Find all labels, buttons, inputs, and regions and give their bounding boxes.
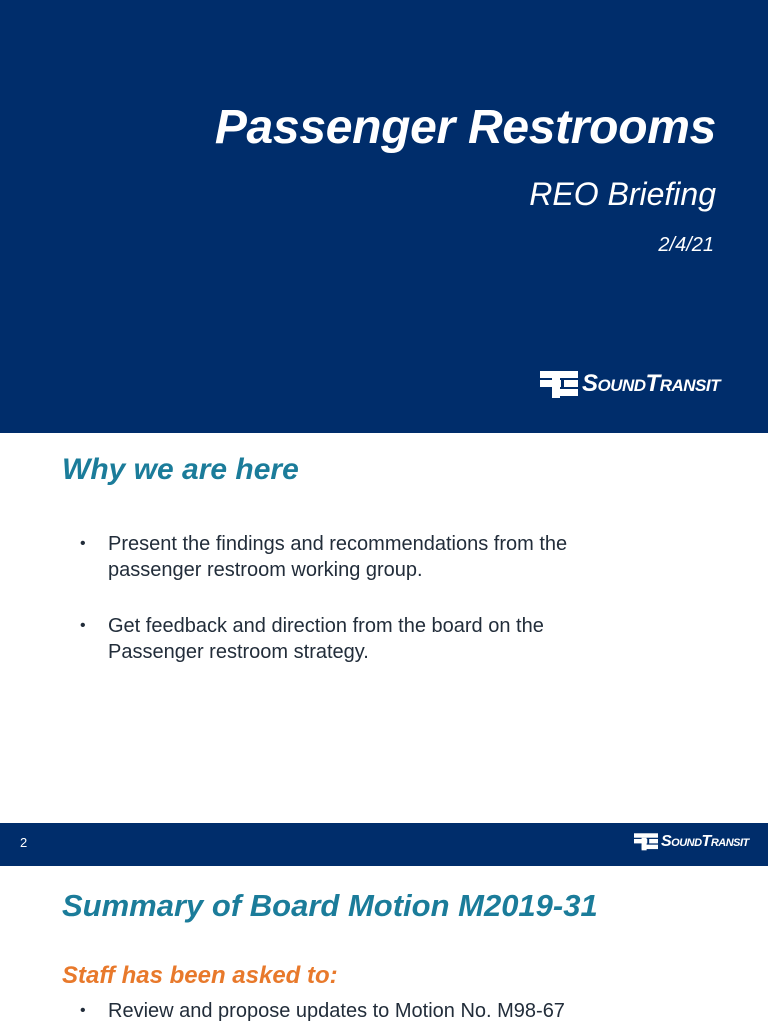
slide-why-we-are-here bbox=[0, 433, 768, 823]
bullet-item bbox=[80, 531, 640, 583]
bullet-item bbox=[80, 613, 640, 665]
presentation-date: 2/4/21 bbox=[658, 234, 714, 256]
sound-transit-logo-icon bbox=[634, 832, 658, 851]
slide-board-motion-summary bbox=[0, 866, 768, 1024]
presentation-subtitle: REO Briefing bbox=[529, 176, 716, 212]
slide-subheading: Staff has been asked to: bbox=[62, 962, 338, 989]
bullet-text: Review and propose updates to Motion No. M98-67 bbox=[108, 1000, 565, 1022]
presentation-title: Passenger Restrooms bbox=[214, 101, 716, 154]
slide-heading: Summary of Board Motion M2019-31 bbox=[62, 888, 598, 923]
bullet-text: Get feedback and direction from the board on the Passenger restroom strategy. bbox=[108, 615, 544, 663]
bullet-list bbox=[80, 998, 720, 1024]
logo-wordmark: SoundTransit bbox=[661, 832, 749, 850]
bullet-item bbox=[80, 998, 720, 1024]
bullet-list bbox=[80, 531, 640, 695]
title-slide bbox=[0, 0, 768, 433]
sound-transit-logo-icon bbox=[540, 369, 578, 399]
sound-transit-logo bbox=[540, 369, 720, 399]
page-number: 2 bbox=[20, 835, 28, 850]
bullet-glyph: • bbox=[80, 617, 86, 634]
bullet-text: Present the findings and recommendations from the passenger restroom working group. bbox=[108, 533, 568, 581]
bullet-glyph: • bbox=[80, 1002, 86, 1019]
logo-wordmark: SoundTransit bbox=[582, 370, 720, 397]
slide-heading: Why we are here bbox=[62, 453, 299, 486]
sound-transit-logo bbox=[634, 832, 749, 851]
bullet-glyph: • bbox=[80, 535, 86, 552]
